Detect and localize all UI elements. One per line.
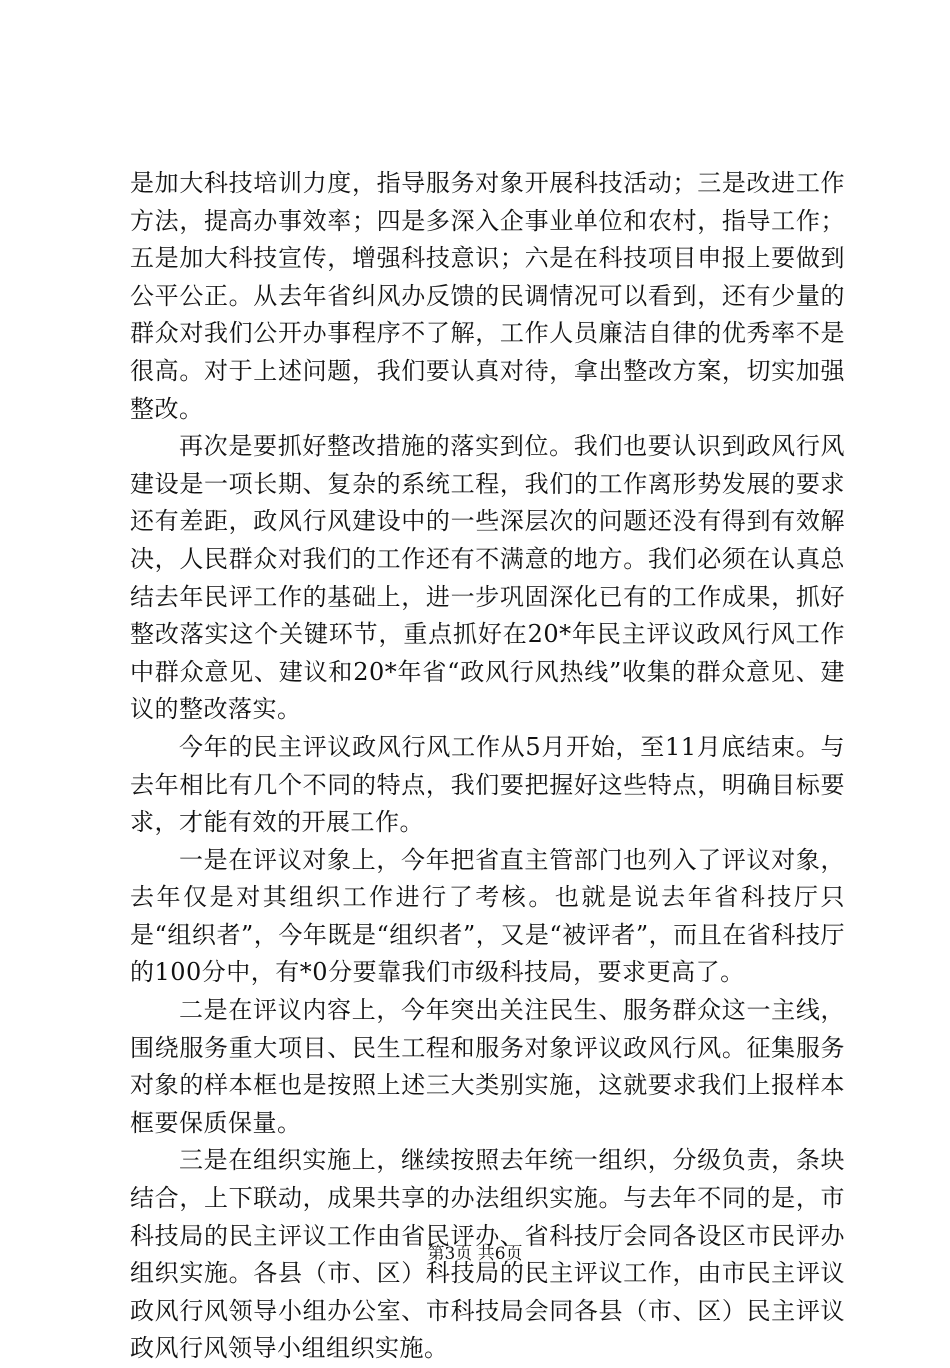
paragraph-this-year-features: 今年的民主评议政风行风工作从5月开始，至11月底结束。与去年相比有几个不同的特点，我们要把握好这些特点，明确目标要求，才能有效的开展工作。 [130,732,845,837]
paragraph-evaluation-object: 一是在评议对象上，今年把省直主管部门也列入了评议对象，去年仅是对其组织工作进行了考核。也就是说去年省科技厅只是“组织者”，今年既是“组织者”，又是“被评者”，而且在省科技厅的100分中，有*0分要靠我们市级科技局，要求更高了。 [130,845,845,987]
paragraph-rectification: 再次是要抓好整改措施的落实到位。我们也要认识到政风行风建设是一项长期、复杂的系统工程，我们的工作离形势发展的要求还有差距，政风行风建设中的一些深层次的问题还没有得到有效解决，人民群众对我们的工作还有不满意的地方。我们必须在认真总结去年民评工作的基础上，进一步巩固深化已有的工作成果，抓好整改落实这个关键环节，重点抓好在20*年民主评议政风行风工作中群众意见、建议和20*年省“政风行风热线”收集的群众意见、建议的整改落实。 [130,432,845,724]
paragraph-organization: 三是在组织实施上，继续按照去年统一组织，分级负责，条块结合，上下联动，成果共享的办法组织实施。与去年不同的是，市科技局的民主评议工作由省民评办、省科技厅会同各设区市民评办组织实施。各县（市、区）科技局的民主评议工作，由市民主评议政风行风领导小组办公室、市科技局会同各县（市、区）民主评议政风行风领导小组组织实施。 [130,1146,845,1363]
document-body [130,165,845,1368]
paragraph-continuation: 是加大科技培训力度，指导服务对象开展科技活动；三是改进工作方法，提高办事效率；四是多深入企事业单位和农村，指导工作；五是加大科技宣传，增强科技意识；六是在科技项目申报上要做到公平公正。从去年省纠风办反馈的民调情况可以看到，还有少量的群众对我们公开办事程序不了解，工作人员廉洁自律的优秀率不是很高。对于上述问题，我们要认真对待，拿出整改方案，切实加强整改。 [130,169,845,423]
paragraph-evaluation-content: 二是在评议内容上，今年突出关注民生、服务群众这一主线，围绕服务重大项目、民生工程和服务对象评议政风行风。征集服务对象的样本框也是按照上述三大类别实施，这就要求我们上报样本框要保质保量。 [130,996,845,1137]
page-number-footer: 第3页 共6页 [427,1244,523,1264]
